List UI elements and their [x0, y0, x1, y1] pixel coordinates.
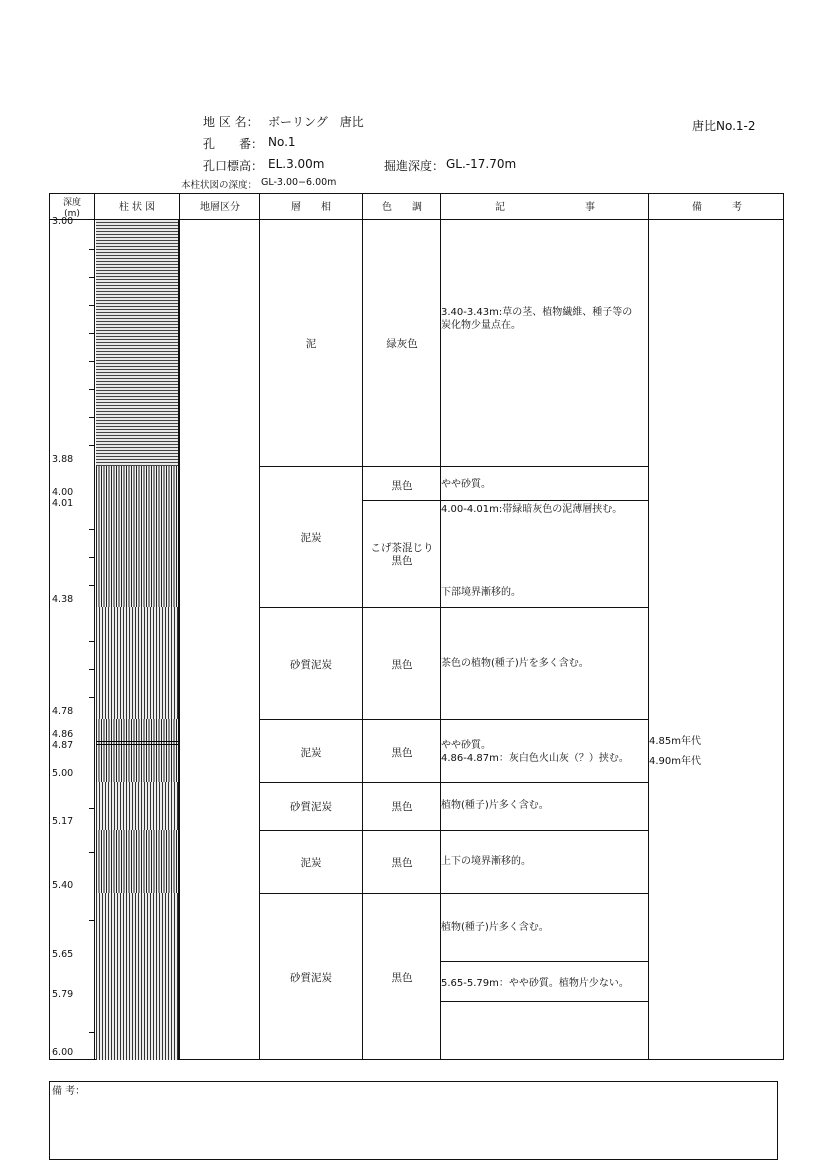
col-stratum: 地層区分 [200, 202, 240, 213]
drill-depth-value: GL.-17.70m [446, 157, 517, 171]
depth-label: 5.17 [52, 816, 74, 827]
ash-band [96, 744, 178, 745]
column-layer-peat [96, 719, 179, 782]
depth-tick [89, 417, 94, 418]
layer-boundary [259, 893, 648, 894]
divider [648, 193, 649, 1060]
depth-tick [89, 305, 94, 306]
depth-label: 5.40 [52, 880, 74, 891]
drill-depth-label: 掘進深度： [384, 159, 445, 173]
depth-label: 4.00 [52, 487, 74, 498]
depth-label: 4.86 [52, 729, 74, 740]
layer-boundary [362, 500, 648, 501]
depth-tick [89, 557, 94, 558]
column-layer-sandy-peat [96, 782, 179, 830]
note-text: やや砂質。 [441, 740, 491, 751]
depth-tick [89, 641, 94, 642]
depth-tick [89, 389, 94, 390]
col-column: 柱 状 図 [118, 202, 156, 213]
hole-label: 孔 番： [203, 137, 264, 151]
elevation-value: EL.3.00m [268, 157, 325, 171]
remark-text: 4.90m年代 [649, 756, 702, 767]
col-remarks: 備 考 [692, 202, 742, 213]
depth-label: 5.79 [52, 989, 74, 1000]
facies-cell: 砂質泥炭 [290, 972, 332, 984]
ash-band [96, 741, 178, 742]
layer-boundary [259, 719, 648, 720]
color-cell: 黒色 [391, 857, 413, 869]
depth-tick [89, 920, 94, 921]
hole-value: No.1 [268, 135, 296, 149]
district-label: 地 区 名： [203, 115, 259, 129]
column-layer-sandy-peat [96, 607, 179, 719]
depth-tick [89, 585, 94, 586]
depth-tick [89, 1032, 94, 1033]
depth-tick [89, 249, 94, 250]
facies-cell: 泥炭 [300, 857, 322, 869]
depth-label: 3.88 [52, 454, 74, 465]
depth-tick [89, 697, 94, 698]
layer-boundary [259, 607, 648, 608]
note-text: 植物(種子)片多く含む。 [441, 922, 549, 933]
range-value: GL-3.00−6.00m [261, 177, 337, 188]
col-color: 色 調 [382, 202, 422, 213]
column-layer-sandy-peat [96, 893, 179, 1060]
color-cell: こげ茶混じり 黒色 [370, 542, 434, 567]
column-layer-peat [96, 830, 179, 893]
depth-label: 5.65 [52, 949, 74, 960]
depth-label: 3.00 [52, 216, 74, 227]
depth-tick [89, 361, 94, 362]
note-text: 下部境界漸移的。 [441, 587, 521, 598]
color-cell: 黒色 [391, 801, 413, 813]
depth-tick [89, 445, 94, 446]
col-notes: 記 事 [495, 202, 595, 213]
column-layer-mud [96, 220, 179, 466]
document-code: 唐比No.1-2 [692, 119, 756, 133]
divider [179, 193, 180, 1060]
note-text: 茶色の植物(種子)片を多く含む。 [441, 658, 589, 669]
color-cell: 黒色 [391, 747, 413, 759]
depth-label: 5.00 [52, 768, 74, 779]
depth-label: 4.38 [52, 594, 74, 605]
divider [259, 193, 260, 1060]
note-text: 炭化物少量点在。 [441, 320, 521, 331]
depth-label: 4.78 [52, 706, 74, 717]
facies-cell: 砂質泥炭 [290, 659, 332, 671]
depth-label: 6.00 [52, 1047, 74, 1058]
facies-cell: 泥 [305, 338, 317, 350]
depth-tick [89, 669, 94, 670]
divider [94, 193, 95, 1060]
note-text: 3.40-3.43m:草の茎、植物繊維、種子等の [441, 307, 633, 318]
depth-tick [89, 529, 94, 530]
note-text: 上下の境界漸移的。 [441, 856, 531, 867]
note-text: 4.86-4.87m：灰白色火山灰（？）挟む。 [441, 753, 629, 764]
col-facies: 層 相 [291, 202, 331, 213]
district-value: ボーリング 唐比 [268, 115, 364, 129]
note-text: やや砂質。 [441, 479, 491, 490]
layer-boundary [259, 782, 648, 783]
elevation-label: 孔口標高： [203, 159, 264, 173]
layer-boundary [259, 466, 648, 467]
remark-text: 4.85m年代 [649, 736, 702, 747]
color-cell: 黒色 [391, 659, 413, 671]
note-text: 4.00-4.01m:帯緑暗灰色の泥薄層挟む。 [441, 504, 623, 515]
footer-label: 備 考： [52, 1086, 86, 1097]
col-depth: 深度 (m) [62, 198, 81, 219]
depth-tick [89, 852, 94, 853]
divider [362, 193, 363, 1060]
depth-tick [89, 333, 94, 334]
layer-boundary [259, 830, 648, 831]
facies-cell: 泥炭 [300, 532, 322, 544]
depth-label: 4.87 [52, 740, 74, 751]
color-cell: 緑灰色 [386, 338, 418, 350]
facies-cell: 砂質泥炭 [290, 801, 332, 813]
note-boundary [440, 1001, 648, 1002]
note-text: 5.65-5.79m：やや砂質。植物片少ない。 [441, 978, 629, 989]
depth-tick [89, 808, 94, 809]
depth-tick [89, 277, 94, 278]
column-layer-peat [96, 466, 179, 607]
note-text: 植物(種子)片多く含む。 [441, 800, 549, 811]
footer-remarks-box [49, 1081, 778, 1160]
range-label: 本柱状図の深度： [181, 180, 258, 191]
color-cell: 黒色 [391, 480, 413, 492]
depth-label: 4.01 [52, 498, 74, 509]
color-cell: 黒色 [391, 972, 413, 984]
note-boundary [440, 961, 648, 962]
facies-cell: 泥炭 [300, 747, 322, 759]
